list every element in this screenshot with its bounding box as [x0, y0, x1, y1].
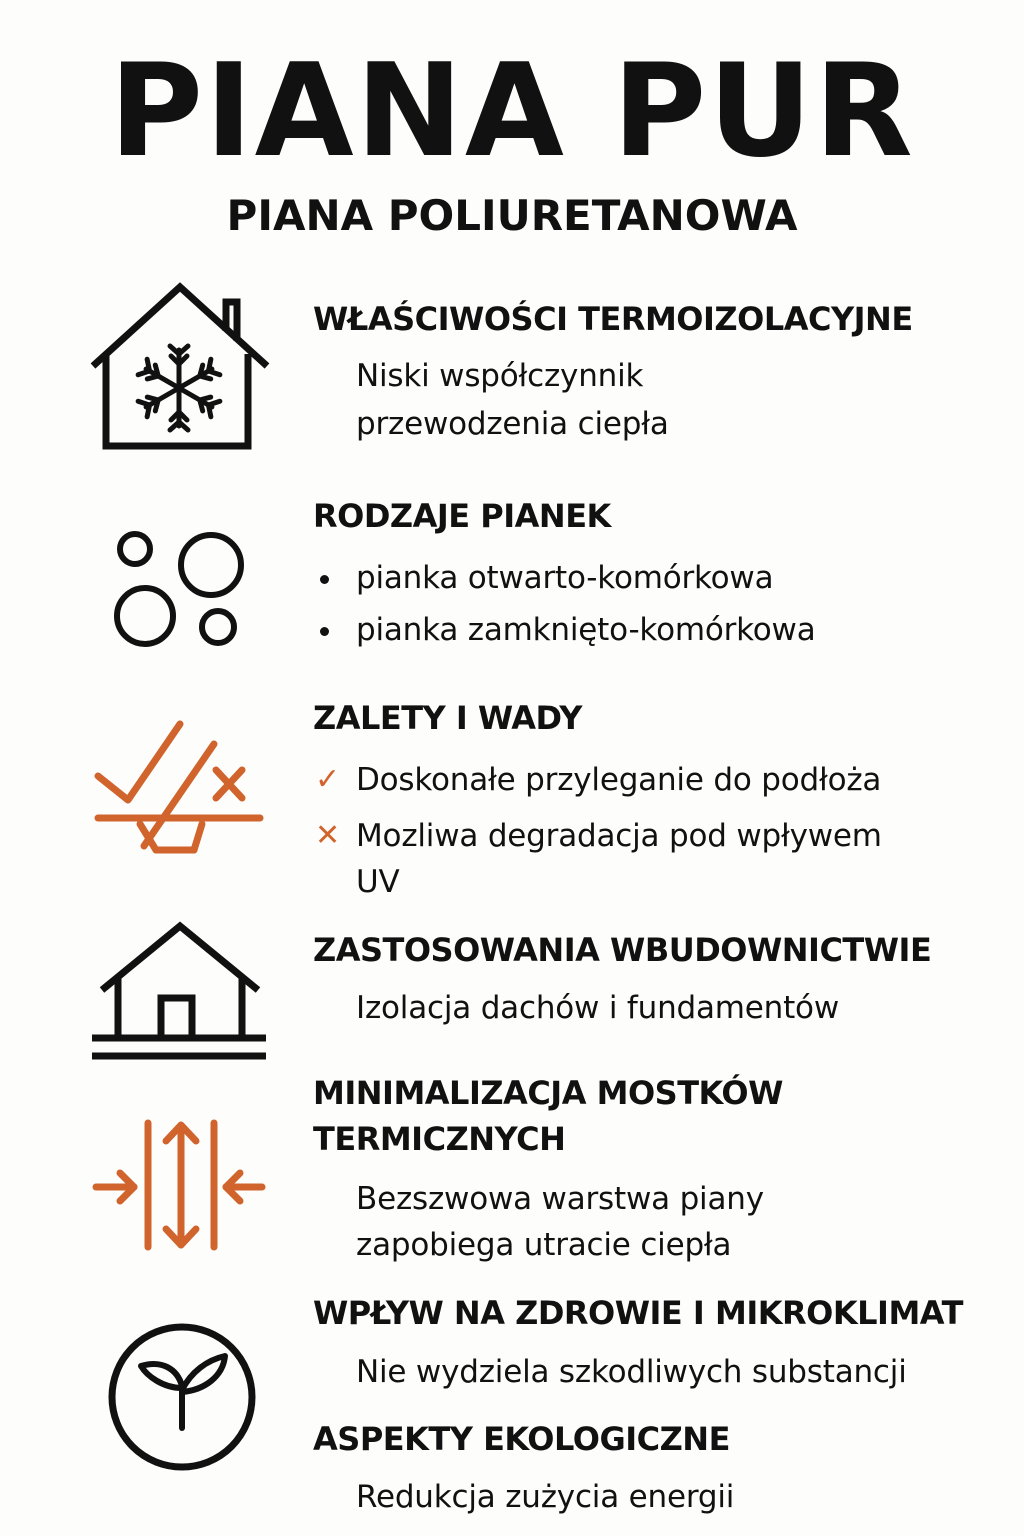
- bridges-text-line-1: Bezszwowa warstwa piany: [356, 1181, 764, 1217]
- usage-heading: ZASTOSOWANIA WBUDOWNICTWIE: [313, 931, 932, 969]
- health-text: Nie wydziela szkodliwych substancji: [356, 1354, 907, 1390]
- pros-cons-heading: ZALETY I WADY: [313, 699, 582, 737]
- con-text-line-2: UV: [356, 864, 400, 900]
- health-heading: WPŁYW NA ZDROWIE I MIKROKLIMAT: [313, 1294, 963, 1332]
- usage-text: Izolacja dachów i fundamentów: [356, 990, 839, 1026]
- check-cross-icon: [88, 710, 273, 860]
- bridges-heading-line-2: TERMICZNYCH: [313, 1120, 566, 1158]
- bubbles-icon: [108, 528, 253, 653]
- check-icon: ✓: [315, 762, 341, 797]
- thermal-text-line-1: Niski współczynnik: [356, 358, 644, 394]
- con-text-line-1: Mozliwa degradacja pod wpływem: [356, 818, 882, 854]
- cross-icon: ✕: [315, 818, 341, 853]
- bridges-heading-line-1: MINIMALIZACJA MOSTKÓW: [313, 1074, 783, 1112]
- house-snowflake-icon: [85, 280, 275, 455]
- thermal-text-line-2: przewodzenia ciepła: [356, 406, 669, 442]
- bullet: [320, 627, 329, 636]
- types-item-2: pianka zamknięto-komórkowa: [356, 612, 816, 648]
- eco-text: Redukcja zużycia energii: [356, 1479, 735, 1515]
- page-title: PIANA PUR: [109, 37, 915, 186]
- types-heading: RODZAJE PIANEK: [313, 497, 611, 535]
- bridges-text-line-2: zapobiega utracie ciepła: [356, 1227, 732, 1263]
- thermal-heading: WŁAŚCIWOŚCI TERMOIZOLACYJNE: [313, 300, 913, 338]
- house-icon: [88, 920, 273, 1065]
- leaf-circle-icon: [105, 1320, 260, 1475]
- types-item-1: pianka otwarto-komórkowa: [356, 560, 774, 596]
- page-subtitle: PIANA POLIURETANOWA: [226, 191, 798, 240]
- pro-text: Doskonałe przyleganie do podłoża: [356, 762, 882, 798]
- compression-arrows-icon: [88, 1115, 273, 1260]
- bullet: [320, 575, 329, 584]
- eco-heading: ASPEKTY EKOLOGICZNE: [313, 1420, 730, 1458]
